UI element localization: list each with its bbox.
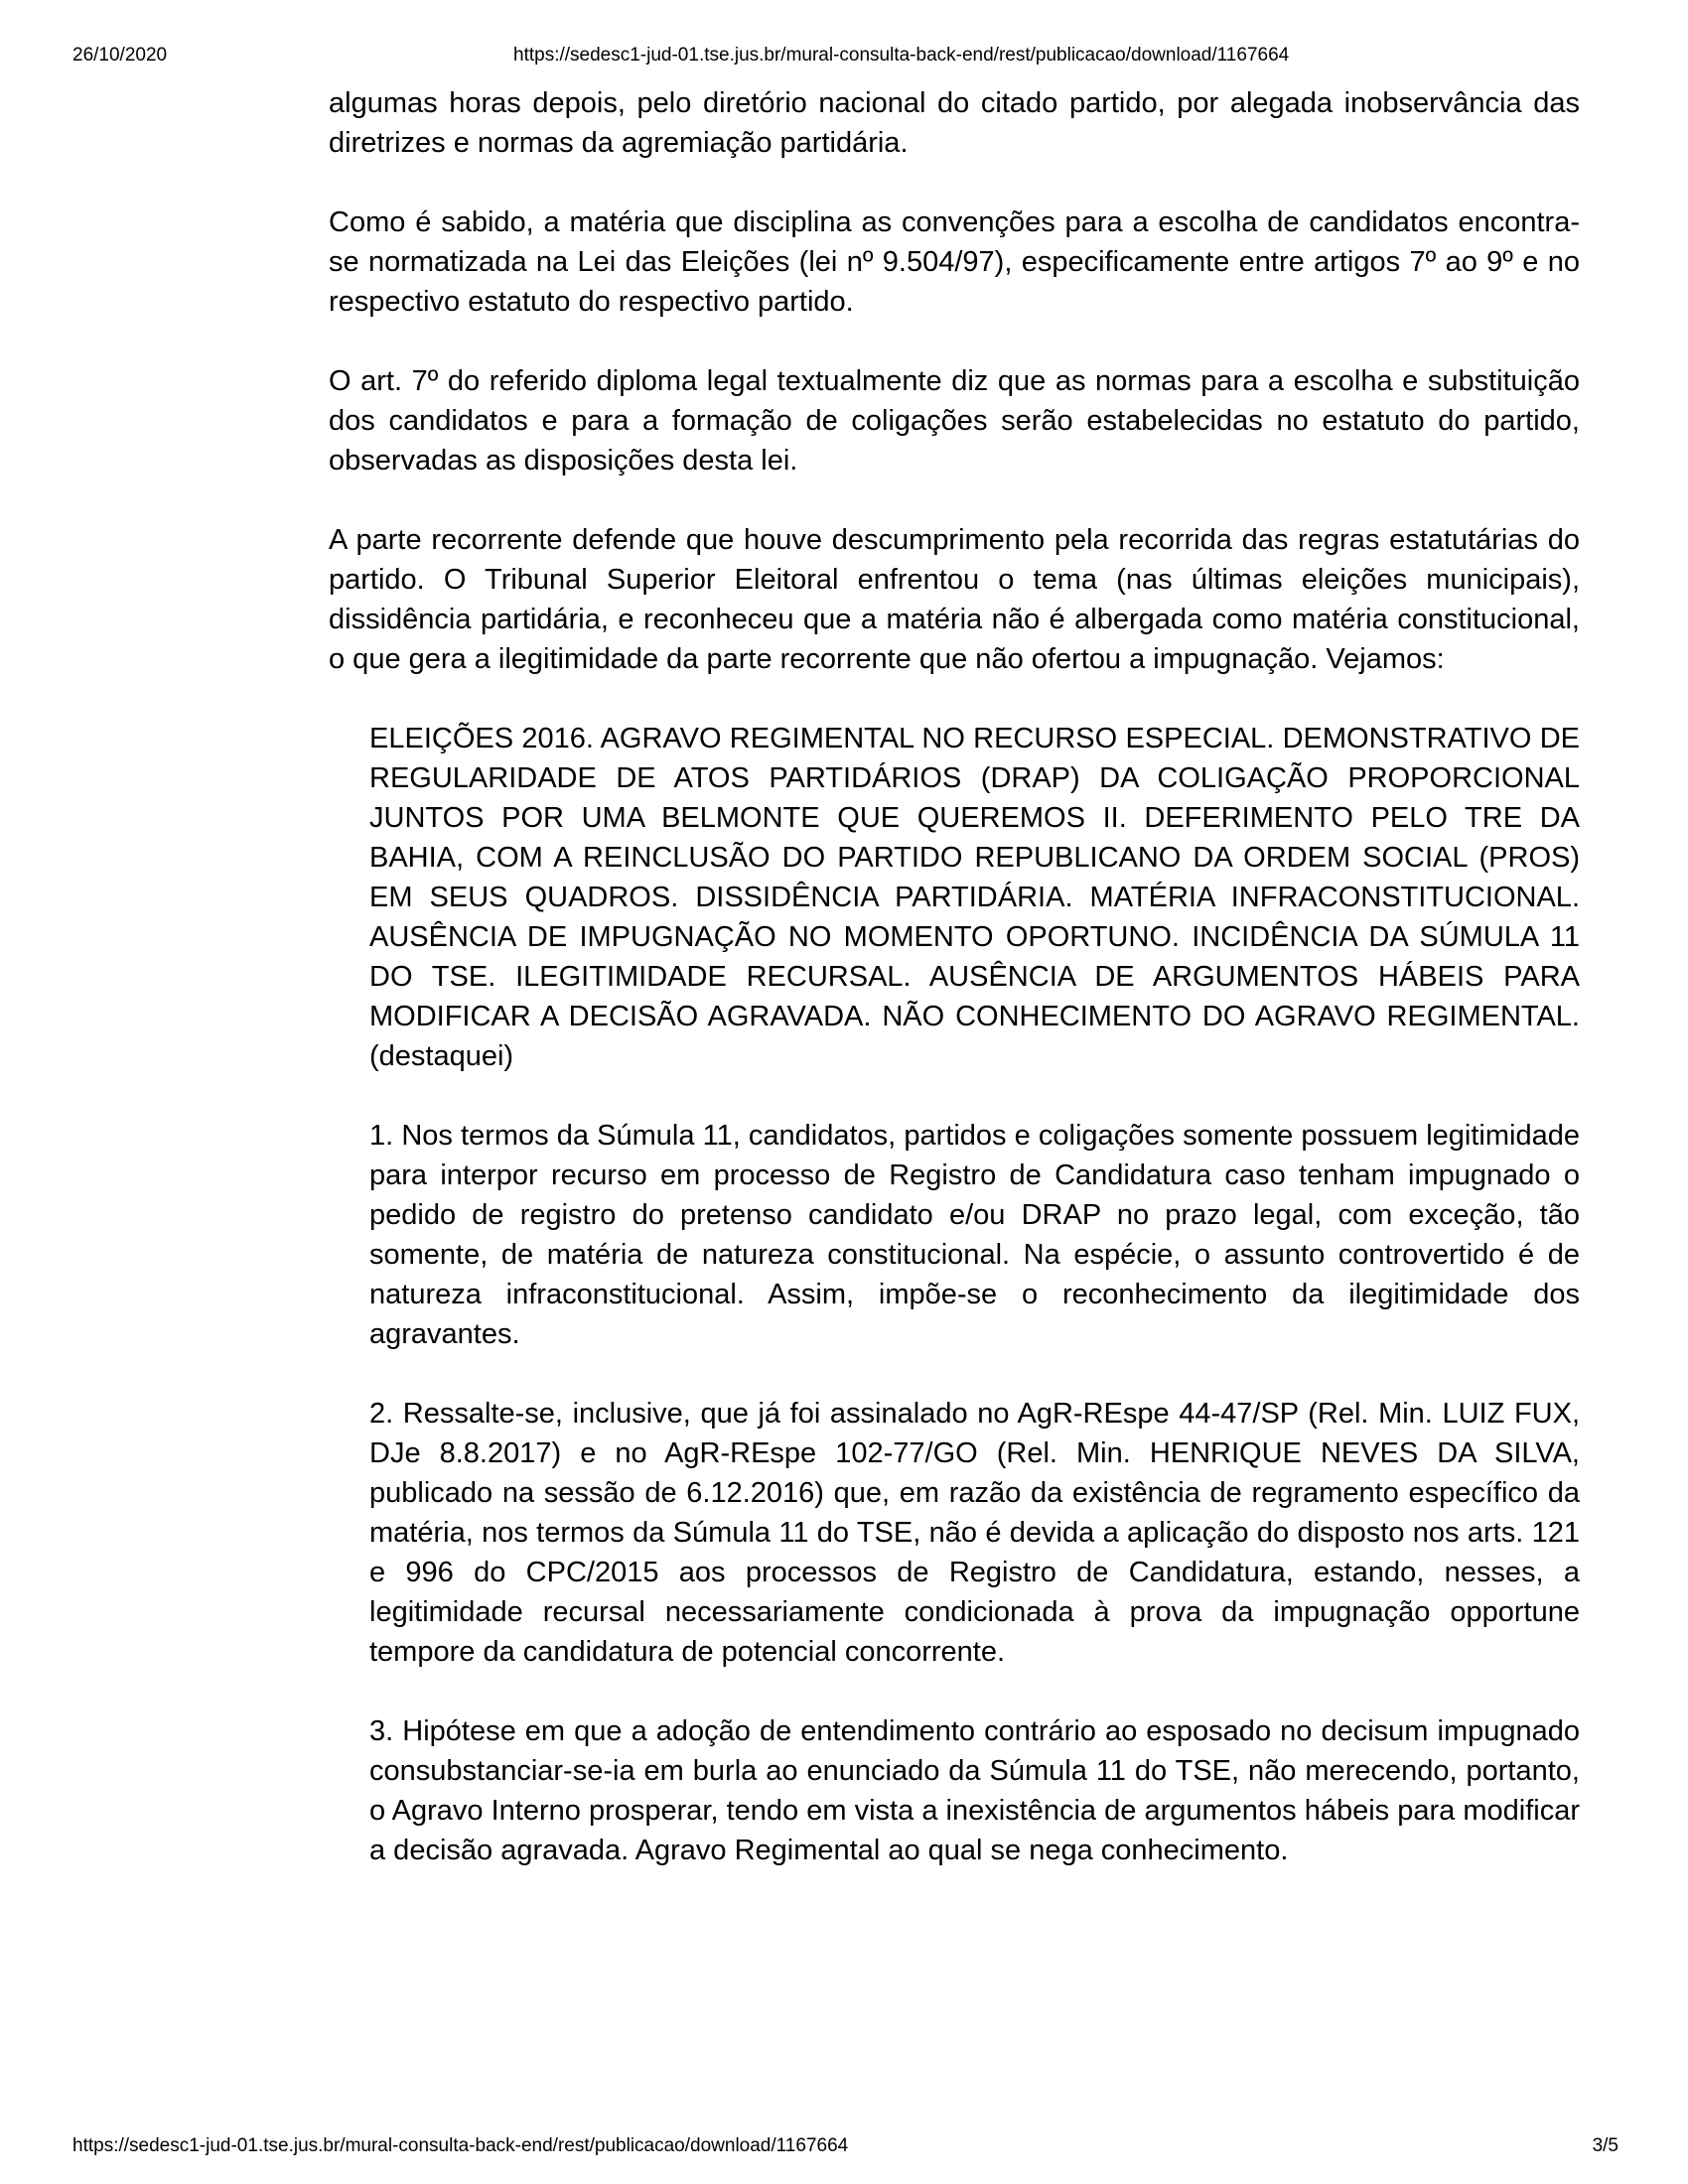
quote-paragraph: 2. Ressalte-se, inclusive, que já foi assinalado no AgR-REspe 44-47/SP (Rel. Min. LUIZ FUX, DJe 8.8.2017) e no AgR-REspe 102-77/GO (Rel. Min. HENRIQUE NEVES DA SILVA, publicado na sessão de 6.12.2016) que, em razão da existência de regramento específico da matéria, nos termos da Súmula 11 do TSE, não é devida a aplicação do disposto nos arts. 121 e 996 do CPC/2015 aos processos de Registro de Candidatura, estando, nesses, a legitimidade recursal necessariamente condicionada à prova da impugnação opportune tempore da candidatura de potencial concorrente. [369, 1398, 1580, 1668]
paragraph: O art. 7º do referido diploma legal textualmente diz que as normas para a escolha e substituição dos candidatos e para a formação de coligações serão estabelecidas no estatuto do partido, observadas as disposições desta lei. [329, 365, 1580, 477]
paragraph: algumas horas depois, pelo diretório nacional do citado partido, por alegada inobservância das diretrizes e normas da agremiação partidária. [329, 87, 1580, 159]
paragraph: A parte recorrente defende que houve descumprimento pela recorrida das regras estatutárias do partido. O Tribunal Superior Eleitoral enfrentou o tema (nas últimas eleições municipais), dissidência partidária, e reconheceu que a matéria não é albergada como matéria constitucional, o que gera a ilegitimidade da parte recorrente que não ofertou a impugnação. Vejamos: [329, 524, 1580, 675]
page-number: 3/5 [1592, 2135, 1618, 2156]
footer-url: https://sedesc1-jud-01.tse.jus.br/mural-consulta-back-end/rest/publicacao/download/1167664 [72, 2135, 849, 2156]
header-url: https://sedesc1-jud-01.tse.jus.br/mural-consulta-back-end/rest/publicacao/download/1167664 [513, 45, 1290, 66]
print-date: 26/10/2020 [72, 45, 168, 66]
paragraph: Como é sabido, a matéria que disciplina as convenções para a escolha de candidatos encontra-se normatizada na Lei das Eleições (lei nº 9.504/97), especificamente entre artigos 7º ao 9º e no respectivo estatuto do respectivo partido. [329, 206, 1580, 318]
quote-paragraph: ELEIÇÕES 2016. AGRAVO REGIMENTAL NO RECURSO ESPECIAL. DEMONSTRATIVO DE REGULARIDADE DE ATOS PARTIDÁRIOS (DRAP) DA COLIGAÇÃO PROPORCIONAL JUNTOS POR UMA BELMONTE QUE QUEREMOS II. DEFERIMENTO PELO TRE DA BAHIA, COM A REINCLUSÃO DO PARTIDO REPUBLICANO DA ORDEM SOCIAL (PROS) EM SEUS QUADROS. DISSIDÊNCIA PARTIDÁRIA. MATÉRIA INFRACONSTITUCIONAL. AUSÊNCIA DE IMPUGNAÇÃO NO MOMENTO OPORTUNO. INCIDÊNCIA DA SÚMULA 11 DO TSE. ILEGITIMIDADE RECURSAL. AUSÊNCIA DE ARGUMENTOS HÁBEIS PARA MODIFICAR A DECISÃO AGRAVADA. NÃO CONHECIMENTO DO AGRAVO REGIMENTAL. (destaquei) [369, 723, 1580, 1072]
block-quote [369, 719, 1580, 1870]
document-body [329, 83, 1580, 1910]
quote-paragraph: 1. Nos termos da Súmula 11, candidatos, partidos e coligações somente possuem legitimidade para interpor recurso em processo de Registro de Candidatura caso tenham impugnado o pedido de registro do pretenso candidato e/ou DRAP no prazo legal, com exceção, tão somente, de matéria de natureza constitucional. Na espécie, o assunto controvertido é de natureza infraconstitucional. Assim, impõe-se o reconhecimento da ilegitimidade dos agravantes. [369, 1120, 1580, 1350]
quote-paragraph: 3. Hipótese em que a adoção de entendimento contrário ao esposado no decisum impugnado consubstanciar-se-ia em burla ao enunciado da Súmula 11 do TSE, não merecendo, portanto, o Agravo Interno prosperar, tendo em vista a inexistência de argumentos hábeis para modificar a decisão agravada. Agravo Regimental ao qual se nega conhecimento. [369, 1715, 1580, 1866]
